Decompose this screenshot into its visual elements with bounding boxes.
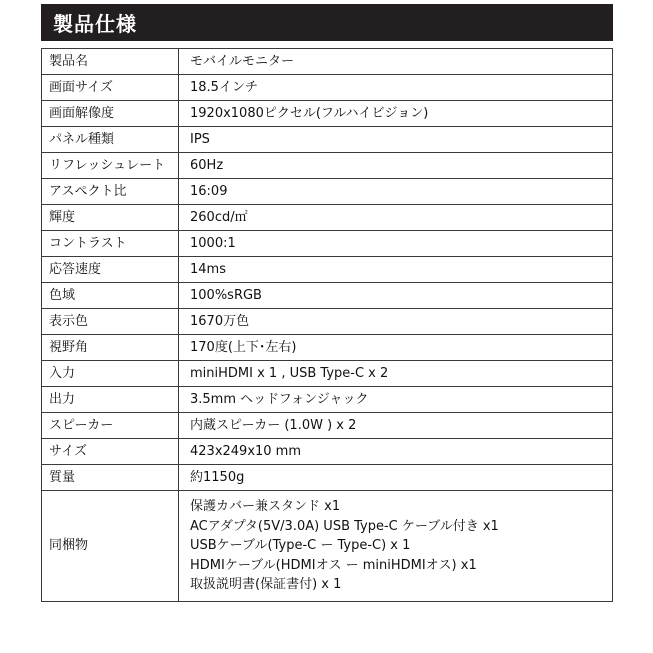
spec-value: 423x249x10 mm [179, 439, 613, 465]
spec-label: 画面解像度 [42, 101, 179, 127]
accessory-item: 取扱説明書(保証書付) x 1 [190, 577, 342, 592]
accessory-item: ACアダプタ(5V/3.0A) USB Type-C ケーブル付き x1 [190, 518, 499, 534]
table-row [42, 387, 613, 413]
spec-label: 色域 [42, 283, 179, 309]
table-row [42, 49, 613, 75]
table-row [42, 439, 613, 465]
spec-label: 質量 [42, 465, 179, 491]
spec-value: 約1150g [179, 465, 613, 491]
spec-value: 1920x1080ピクセル(フルハイビジョン) [179, 101, 613, 127]
spec-value: 60Hz [179, 153, 613, 179]
table-row [42, 127, 613, 153]
page-title: 製品仕様 [53, 12, 137, 36]
table-row [42, 309, 613, 335]
accessory-item: USBケーブル(Type-C ー Type-C) x 1 [190, 538, 411, 553]
spec-value: 16:09 [179, 179, 613, 205]
spec-value: 1670万色 [179, 309, 613, 335]
spec-table [41, 48, 613, 602]
spec-label: 出力 [42, 387, 179, 413]
spec-value: IPS [179, 127, 613, 153]
spec-label: 入力 [42, 361, 179, 387]
spec-title-bar [41, 4, 613, 41]
accessories-list [179, 491, 613, 602]
table-row [42, 465, 613, 491]
table-row [42, 75, 613, 101]
spec-label: 製品名 [42, 49, 179, 75]
spec-value: 14ms [179, 257, 613, 283]
spec-label: 輝度 [42, 205, 179, 231]
table-row [42, 283, 613, 309]
spec-label: アスペクト比 [42, 179, 179, 205]
spec-value: 260cd/㎡ [179, 205, 613, 231]
spec-value: 170度(上下･左右) [179, 335, 613, 361]
spec-label: 応答速度 [42, 257, 179, 283]
spec-label: 視野角 [42, 335, 179, 361]
table-row [42, 335, 613, 361]
spec-label: 同梱物 [42, 491, 179, 602]
accessory-item: 保護カバー兼スタンド x1 [190, 499, 341, 514]
table-row [42, 179, 613, 205]
accessory-item: HDMIケーブル(HDMIオス ー miniHDMIオス) x1 [190, 557, 477, 573]
table-row [42, 231, 613, 257]
spec-value: 3.5mm ヘッドフォンジャック [179, 387, 613, 413]
table-row [42, 153, 613, 179]
spec-table-body [42, 49, 613, 602]
spec-value: モバイルモニター [179, 49, 613, 75]
spec-value: 1000:1 [179, 231, 613, 257]
spec-value: 100%sRGB [179, 283, 613, 309]
table-row [42, 101, 613, 127]
spec-label: コントラスト [42, 231, 179, 257]
spec-label: 画面サイズ [42, 75, 179, 101]
spec-label: スピーカー [42, 413, 179, 439]
spec-value: 18.5インチ [179, 75, 613, 101]
spec-value: miniHDMI x 1 , USB Type-C x 2 [179, 361, 613, 387]
table-row [42, 205, 613, 231]
accessories-row [42, 491, 613, 602]
table-row [42, 413, 613, 439]
table-row [42, 257, 613, 283]
spec-label: サイズ [42, 439, 179, 465]
spec-label: 表示色 [42, 309, 179, 335]
spec-value: 内蔵スピーカー (1.0W ) x 2 [179, 413, 613, 439]
table-row [42, 361, 613, 387]
spec-label: パネル種類 [42, 127, 179, 153]
spec-label: リフレッシュレート [42, 153, 179, 179]
